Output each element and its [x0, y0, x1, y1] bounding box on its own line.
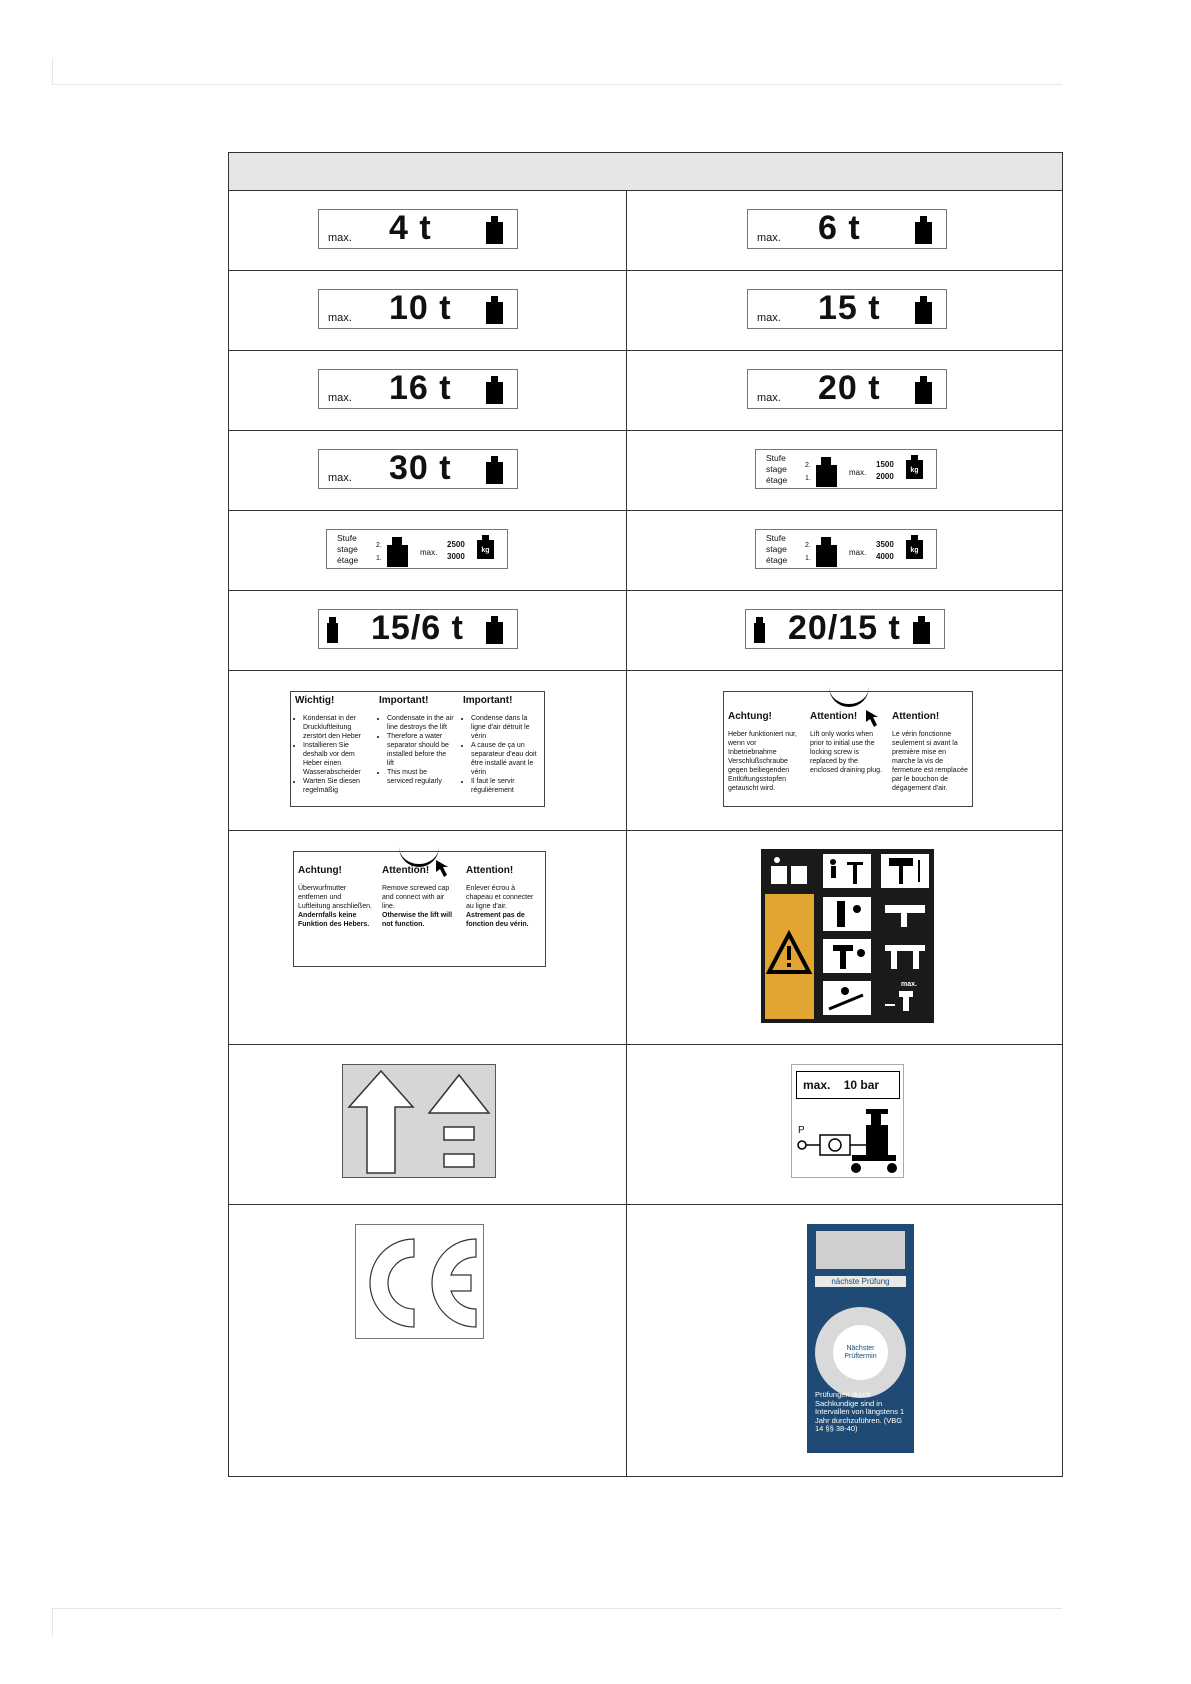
bleed-col-de: Achtung! Heber funktioniert nur, wenn vor Inbetriebnahme Verschlußschraube gegen beiliegenden Entlüftungsstopfen getauscht wird. [728, 711, 797, 792]
stage-values: 3500 4000 [876, 540, 894, 561]
nut-col-de: Achtung! Überwurfmutter entfernen und Luftleitung anschließen. Andernfalls keine Funktion des Hebers. [298, 865, 372, 928]
pillar-load-label-20-15t [745, 609, 945, 649]
pillar-icon [754, 617, 766, 643]
table-cell [229, 431, 627, 510]
table-cell [229, 831, 627, 1044]
nut-col-fr: Attention! Enlever écrou à chapeau et connecter au ligne d'air. Astrement pas de fonction deu vérin. [466, 865, 534, 928]
load-value: 4 t [389, 209, 432, 247]
table-row [229, 271, 1062, 351]
weight-icon [915, 216, 932, 244]
operation-icon [823, 897, 871, 931]
header-tick [52, 58, 53, 85]
condensate-col-en: Important! • Condensate in the air line destroys the lift • Therefore a water separator should be installed before the lift • This must be serviced regularly [379, 696, 455, 786]
bleed-plug-warning-label [723, 691, 973, 807]
max-text: max. [420, 548, 438, 557]
inspection-sticker [807, 1224, 914, 1453]
load-value: 6 t [818, 209, 861, 247]
max-text: max. [849, 468, 867, 477]
inspection-caption: nächste Prüfung [815, 1276, 906, 1287]
inspection-text: Prüfungen durch Sachkundige sind in Intervallen von längstens 1 Jahr durchzuführen. (VBG 14 §§ 38-40) [815, 1390, 905, 1433]
table-row [229, 1045, 1062, 1205]
weight-icon [486, 296, 503, 324]
ce-mark-label [355, 1224, 484, 1339]
header-rule [52, 84, 1062, 85]
table-cell [229, 351, 627, 430]
stage-numbers: 2. 1. [805, 462, 811, 482]
max-text: max. [328, 472, 352, 484]
table-row [229, 511, 1062, 591]
load-label-16t [318, 369, 518, 409]
max-text: max. [328, 392, 352, 404]
table-row [229, 1205, 1062, 1477]
table-cell [229, 1205, 627, 1477]
table-cell [627, 511, 1062, 590]
pressure-p: P [798, 1125, 805, 1136]
people-icon [823, 854, 871, 888]
table-row [229, 671, 1062, 831]
table-cell [627, 1205, 1062, 1477]
max-text: max. [757, 392, 781, 404]
max-text: max. [328, 232, 352, 244]
load-label-30t [318, 449, 518, 489]
table-cell [627, 351, 1062, 430]
table-cell [627, 1045, 1062, 1204]
table-row [229, 431, 1062, 511]
axle-support-icon [881, 939, 929, 973]
load-label-10t [318, 289, 518, 329]
weight-icon [486, 216, 503, 244]
pump-icon [823, 939, 871, 973]
table-cell [627, 191, 1062, 270]
condensate-col-fr: Important! • Condense dans la ligne d'air détruit le vérin • A cause de ça un separateur d'eau doit être installé avant le vérin • Il faut le servir régulièrement [463, 696, 539, 795]
vehicle-lift-icon [881, 897, 929, 931]
condensate-warning-label [290, 691, 545, 807]
up-arrow-icon [343, 1065, 497, 1179]
table-cell [627, 431, 1062, 510]
stage-words: Stufe stage étage [337, 533, 359, 565]
safety-instruction-pictogram [761, 849, 934, 1023]
table-row [229, 351, 1062, 431]
bleed-col-en: Attention! Lift only works when prior to initial use the locking screw is replaced by the enclosed draining plug. [810, 711, 882, 774]
load-label-15t [747, 289, 947, 329]
inspection-window [816, 1231, 905, 1269]
stage-values: 2500 3000 [447, 540, 465, 561]
condensate-col-de: Wichtig! • Kondensat in der Druckluftleitung zerstört den Heber • Installieren Sie deshalb vor dem Heber einen Wasserabscheider • Warten Sie diesen regelmäßig [295, 696, 371, 795]
arc-mark [829, 684, 869, 707]
footer-tick [52, 1608, 53, 1636]
load-label-6t [747, 209, 947, 249]
kg-weight-icon: kg [906, 460, 923, 479]
load-value: 10 t [389, 289, 452, 327]
table-cell [229, 511, 627, 590]
inspection-dial: Nächster Prüftermin [815, 1307, 906, 1398]
cap-nut-warning-label [293, 851, 546, 967]
load-label-20t [747, 369, 947, 409]
table-header [229, 153, 1062, 191]
weight-icon [915, 296, 932, 324]
pillar-load-label-15-6t [318, 609, 518, 649]
stage-words: Stufe stage étage [766, 453, 788, 485]
table-row [229, 591, 1062, 671]
table-cell [229, 191, 627, 270]
arc-mark [399, 844, 439, 867]
load-value: 15/6 t [371, 609, 464, 647]
pressure-diagram-icon [792, 1065, 905, 1179]
load-value: 16 t [389, 369, 452, 407]
kg-weight-icon: kg [477, 540, 494, 559]
table-cell [229, 671, 627, 830]
weight-icon [486, 616, 503, 644]
load-value: 30 t [389, 449, 452, 487]
footer-rule [52, 1608, 1062, 1609]
load-value: 20/15 t [788, 609, 901, 647]
max-text: max. [757, 312, 781, 324]
stage-label-3500 [755, 529, 937, 569]
air-pressure-label [791, 1064, 904, 1178]
table-cell [627, 591, 1062, 670]
label-table [228, 152, 1063, 1477]
weight-icon [915, 376, 932, 404]
weight-icon [913, 616, 930, 644]
tilt-hazard-icon [823, 981, 871, 1015]
table-cell [627, 831, 1062, 1044]
load-value: 20 t [818, 369, 881, 407]
table-cell [627, 671, 1062, 830]
stage-words: Stufe stage étage [766, 533, 788, 565]
stage-label-2500 [326, 529, 508, 569]
manual-icon [765, 854, 813, 888]
load-value: 15 t [818, 289, 881, 327]
pillar-icon [327, 617, 339, 643]
stage-numbers: 2. 1. [376, 542, 382, 562]
max-load-move-icon: max. [881, 981, 929, 1015]
pressure-box: max. 10 bar [796, 1071, 900, 1099]
max-text: max. [849, 548, 867, 557]
nut-col-en: Attention! Remove screwed cap and connect with air line. Otherwise the lift will not function. [382, 865, 453, 928]
table-cell [229, 271, 627, 350]
stage-values: 1500 2000 [876, 460, 894, 481]
table-cell [229, 1045, 627, 1204]
max-text: max. [328, 312, 352, 324]
table-cell [627, 271, 1062, 350]
table-row [229, 191, 1062, 271]
warning-panel [765, 894, 814, 1019]
lift-direction-arrows-label [342, 1064, 496, 1178]
bleed-col-fr: Attention! Le vérin fonctionne seulement si avant la première mise en marche la vis de fermeture est remplacée par le bouchon de dégagement d'air. [892, 711, 968, 792]
stage-label-1500 [755, 449, 937, 489]
weight-icon [486, 376, 503, 404]
lift-height-icon [881, 854, 929, 888]
table-row [229, 831, 1062, 1045]
weight-icon [486, 456, 503, 484]
stage-numbers: 2. 1. [805, 542, 811, 562]
kg-weight-icon: kg [906, 540, 923, 559]
ce-mark-icon [356, 1225, 485, 1340]
table-cell [229, 591, 627, 670]
max-text: max. [757, 232, 781, 244]
load-label-4t [318, 209, 518, 249]
